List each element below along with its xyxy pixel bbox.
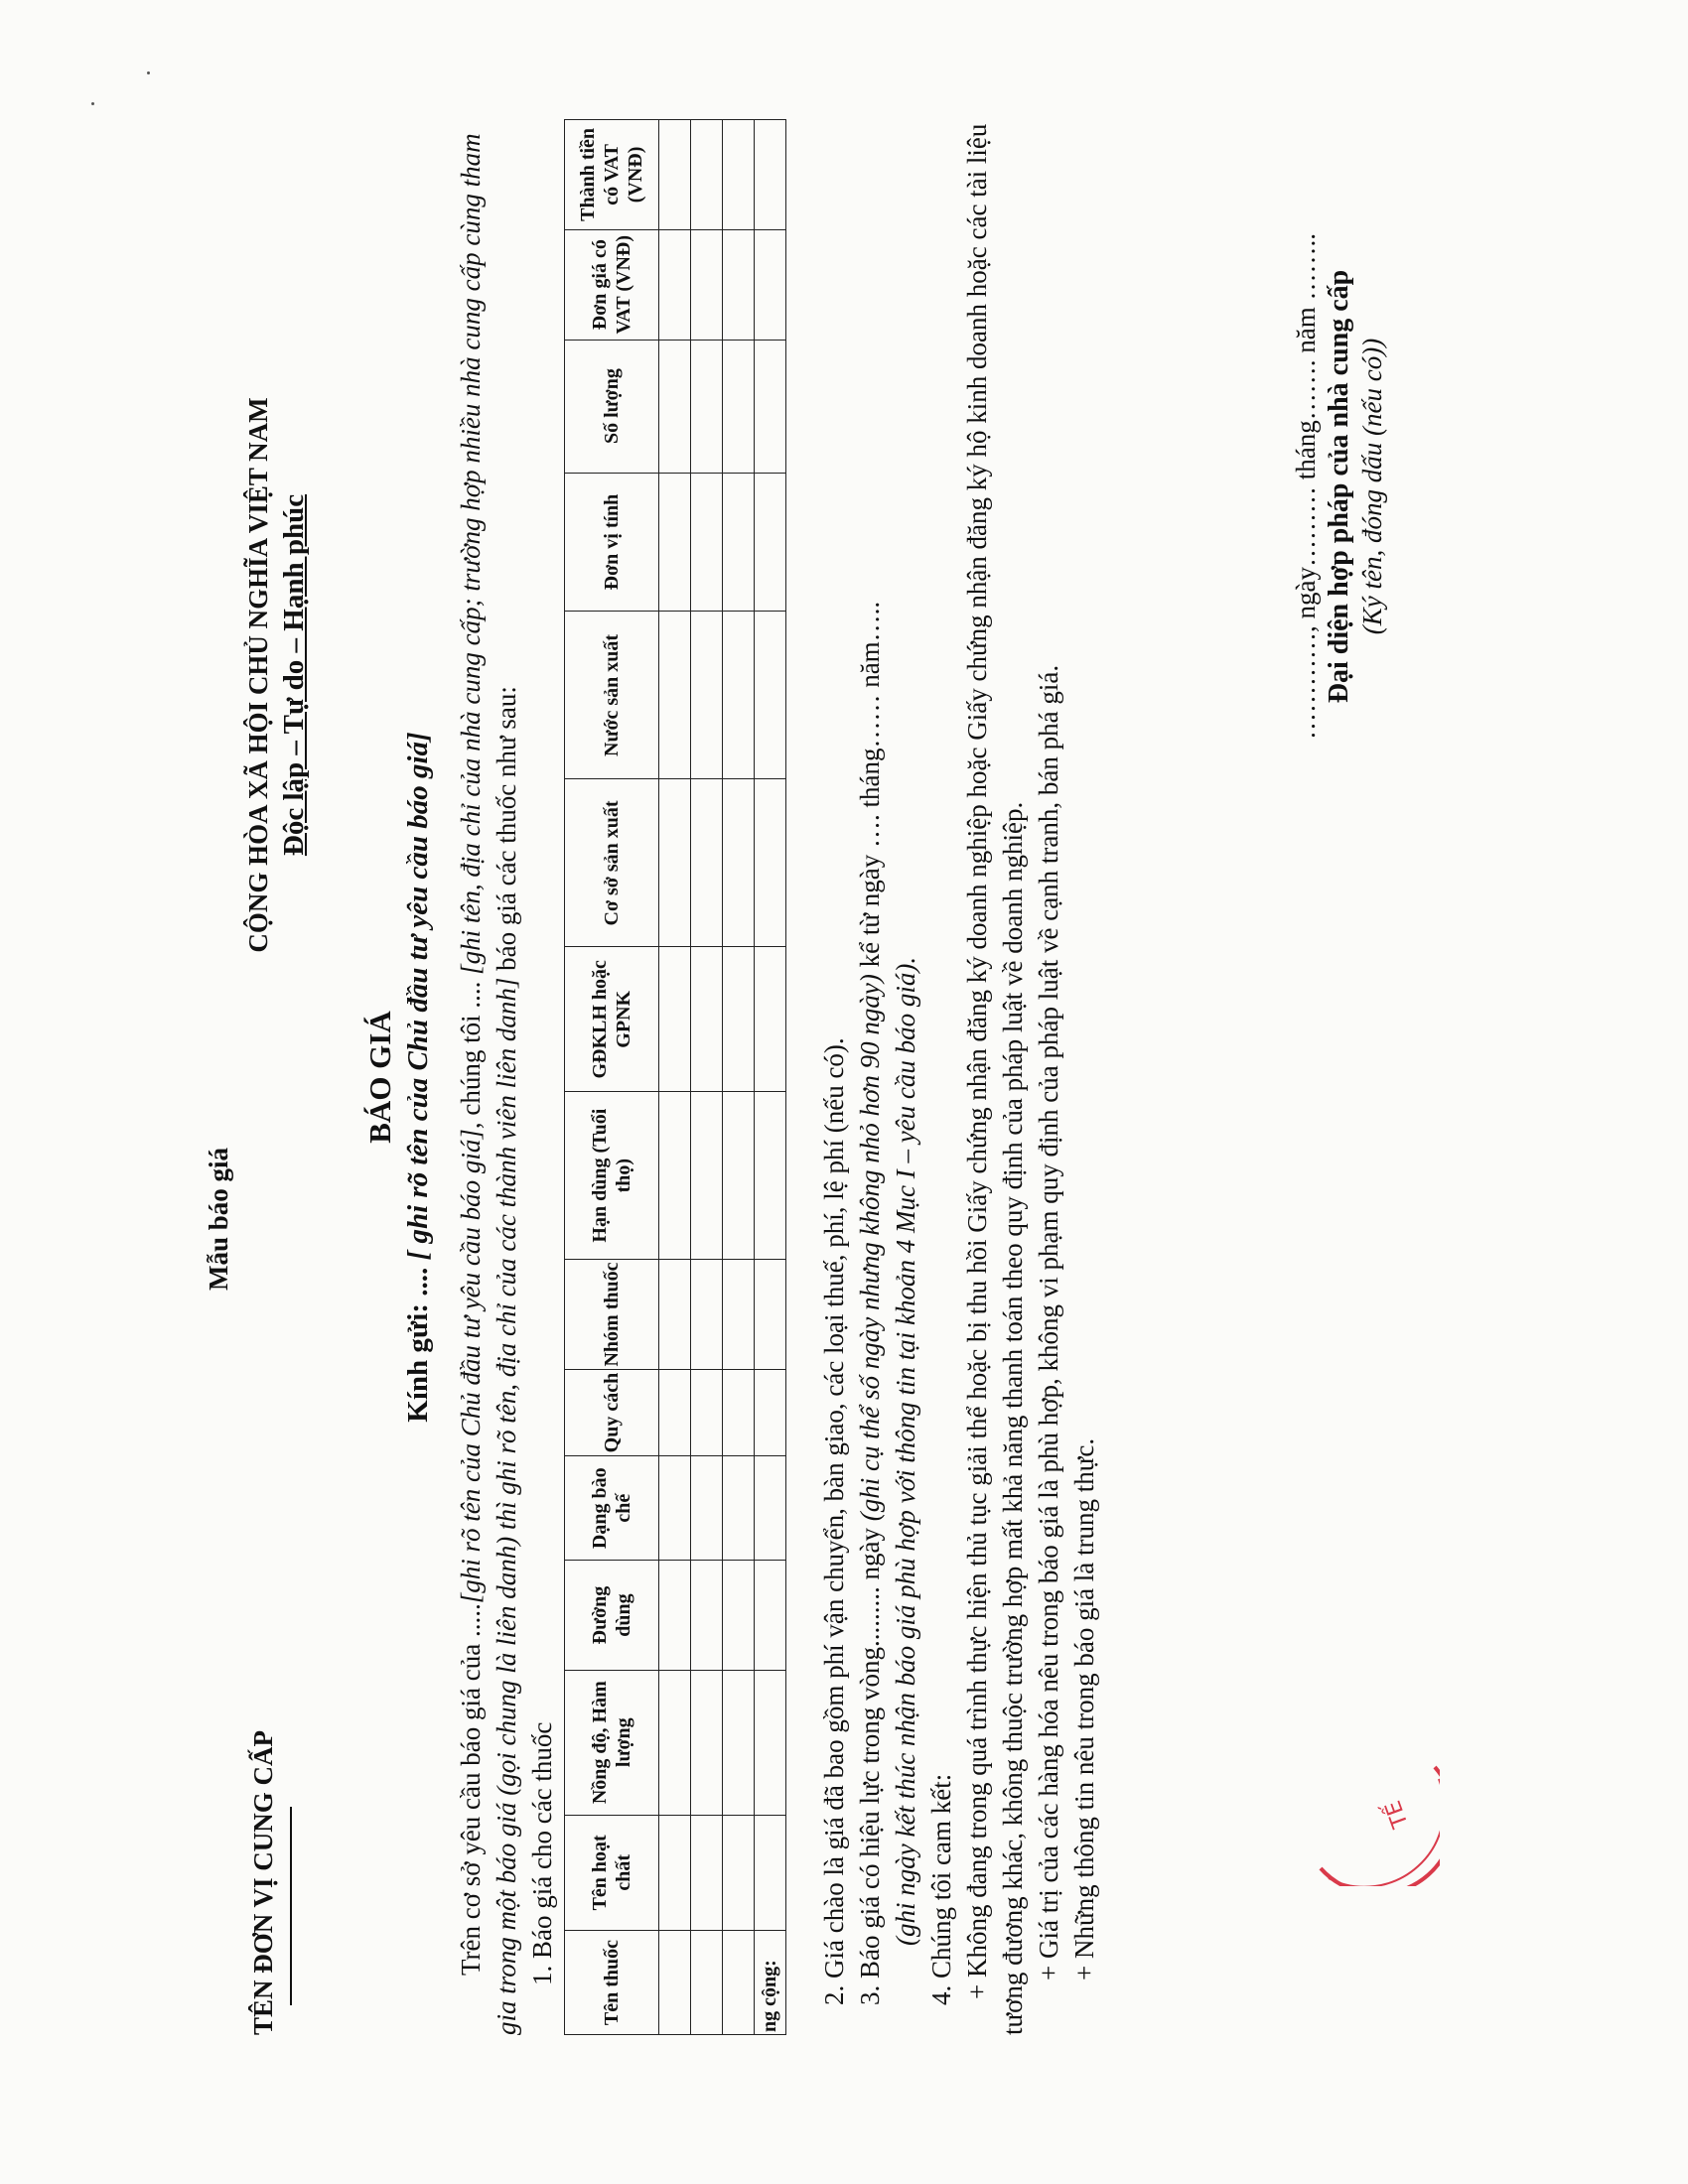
section-1-heading: 1. Báo giá cho các thuốc [527, 1721, 557, 1985]
document-header [204, 119, 348, 2035]
table-header-row [565, 120, 659, 2035]
document-content [204, 119, 1387, 2035]
document-title: BÁO GIÁ [362, 1011, 397, 1144]
scan-speck [147, 71, 150, 74]
addressee-prefix: Kính gửi: .... [402, 1267, 434, 1423]
intro-part-2: [ghi rõ tên của Chủ đầu tư yêu cầu báo giá] [456, 1129, 486, 1604]
form-label: Mẫu báo giá [204, 1147, 233, 1291]
note-3-part-1: 3. Báo giá có hiệu lực trong vòng......... ngày [855, 1521, 885, 2005]
commitment-1: + Không đang trong quá trình thực hiện thủ tục giải thể hoặc bị thu hồi Giấy chứng nhận đăng ký doanh nghiệp hoặc Giấy chứng nhận đăng ký hộ kinh doanh hoặc các tài liệu tương đương khác, không thuộc trường hợp mất khả năng thanh toán theo quy định của pháp luật về doanh nghiệp. [962, 123, 1028, 2035]
note-3 [852, 119, 888, 2035]
col-nong-do: Nồng độ, Hàm lượng [565, 1670, 659, 1815]
col-quy-cach: Quy cách [565, 1369, 659, 1455]
commitment-2: + Giá trị của các hàng hóa nêu trong báo giá là phù hợp, không vi phạm quy định của pháp luật về cạnh tranh, bán phá giá. [1034, 664, 1063, 1980]
table-row [691, 120, 723, 2035]
supplier-underline [290, 1807, 292, 2005]
note-3-detail: (ghi ngày kết thúc nhận báo giá phù hợp với thông tin tại khoản 4 Mục I – yêu cầu báo giá). [891, 956, 920, 1946]
note-3-part-3: kể từ ngày …. tháng…… năm….. [855, 601, 885, 975]
col-nhom-thuoc: Nhóm thuốc [565, 1260, 659, 1370]
col-so-luong: Số lượng [565, 340, 659, 473]
intro-paragraph [453, 119, 524, 2035]
scan-speck [91, 102, 94, 105]
col-co-so-san-xuat: Cơ sở sản xuất [565, 779, 659, 947]
table-row [659, 120, 691, 2035]
col-han-dung: Hạn dùng (Tuổi thọ) [565, 1092, 659, 1260]
table-row [723, 120, 755, 2035]
col-ten-hoat-chat: Tên hoạt chất [565, 1815, 659, 1931]
total-label: ng cộng: [755, 1931, 786, 2035]
quotation-table [564, 119, 786, 2035]
note-3-part-2: (ghi cụ thể số ngày nhưng không nhỏ hơn 90 ngày) [855, 974, 885, 1522]
col-ten-thuoc: Tên thuốc [565, 1931, 659, 2035]
col-don-vi-tinh: Đơn vị tính [565, 473, 659, 612]
signature-date-line: …………, ngày……… tháng……. năm …….. [1291, 233, 1321, 740]
addressee-line [402, 119, 435, 2035]
signature-note: (Ký tên, đóng dấu (nếu có)) [1357, 338, 1387, 635]
motto: Độc lập – Tự do – Hạnh phúc [278, 493, 310, 857]
svg-text:TẾ: TẾ [1380, 1797, 1414, 1832]
commitment-3: + Những thông tin nêu trong báo giá là trung thực. [1069, 1437, 1099, 1980]
intro-part-4: [ghi tên, địa chỉ của nhà cung cấp; trường hợp nhiều nhà cung cấp cùng tham gia trong một báo giá (gọi chung là liên danh) thì ghi rõ tên, địa chỉ của các thành viên liên danh] [456, 133, 521, 2035]
signature-role: Đại diện hợp pháp của nhà cung cấp [1324, 269, 1354, 704]
intro-part-5: báo giá các thuốc như sau: [492, 686, 521, 978]
col-gdklh: GĐKLH hoặc GPNK [565, 947, 659, 1092]
addressee-placeholder: [ ghi rõ tên của Chủ đầu tư yêu cầu báo giá] [402, 732, 434, 1261]
note-2: 2. Giá chào là giá đã bao gồm phí vận chuyển, bàn giao, các loại thuế, phí, lệ phí (nếu có). [819, 1037, 849, 2005]
signature-block [1291, 208, 1388, 764]
national-heading [243, 298, 311, 1052]
terms-section [816, 119, 1102, 2035]
supplier-name: TÊN ĐƠN VỊ CUNG CẤP [248, 1729, 278, 2035]
col-thanh-tien: Thành tiền có VAT (VNĐ) [565, 120, 659, 230]
col-don-gia: Đơn giá có VAT (VNĐ) [565, 229, 659, 340]
nation-line: CỘNG HÒA XÃ HỘI CHỦ NGHĨA VIỆT NAM [243, 397, 273, 953]
intro-part-3: , chúng tôi .... [456, 974, 486, 1130]
table-total-row [755, 120, 786, 2035]
intro-part-1: Trên cơ sở yêu cầu báo giá của ..... [456, 1603, 486, 1976]
red-stamp-fragment [1291, 1737, 1440, 1886]
col-duong-dung: Đường dùng [565, 1561, 659, 1671]
note-4: 4. Chúng tôi cam kết: [926, 1773, 956, 2005]
col-nuoc-san-xuat: Nước sản xuất [565, 612, 659, 779]
col-dang-bao-che: Dạng bào chế [565, 1456, 659, 1561]
